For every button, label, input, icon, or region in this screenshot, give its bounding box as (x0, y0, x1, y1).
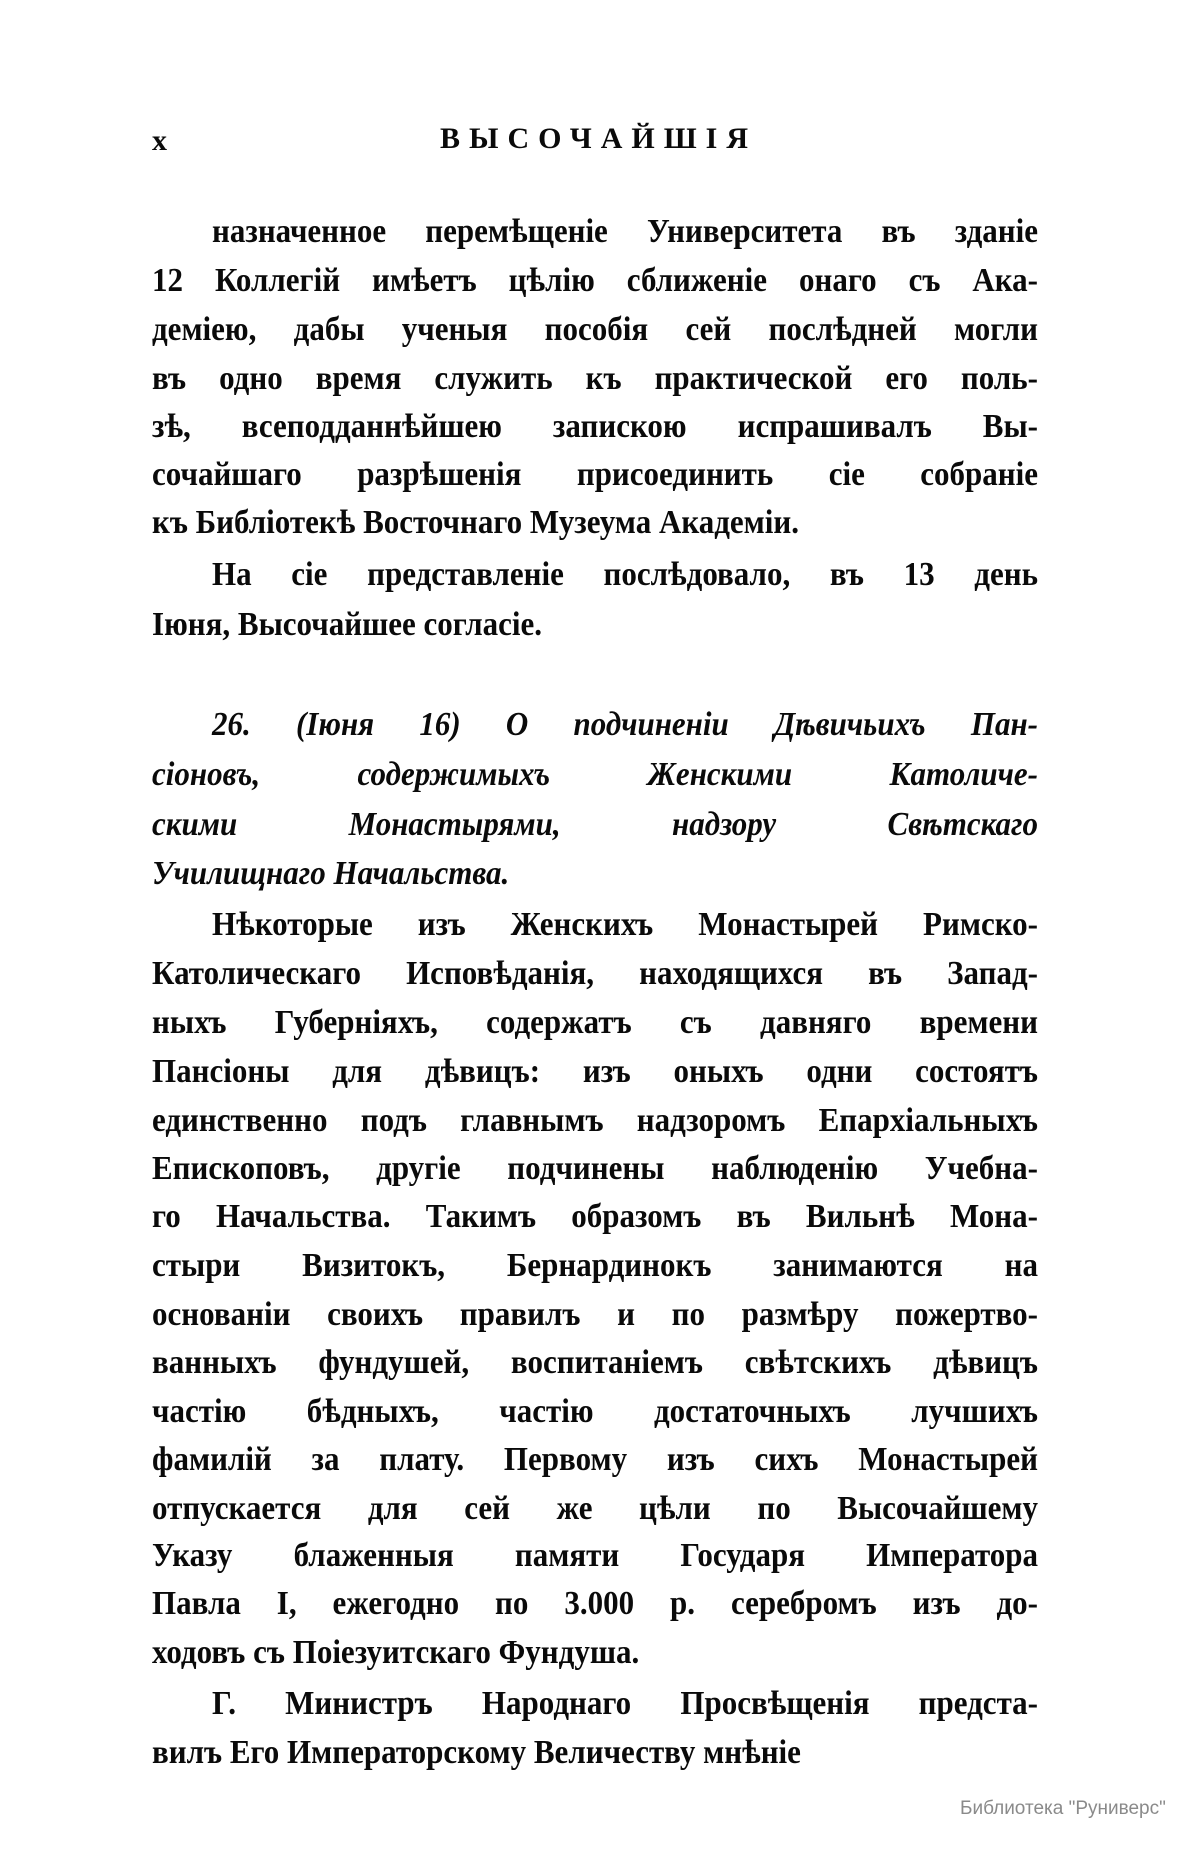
text-line: фамилій за плату. Первому изъ сихъ Монастырей (152, 1439, 1038, 1478)
section-heading-line: 26. (Іюня 16) О подчиненіи Дѣвичьихъ Пан- (212, 704, 1038, 743)
text-line: стыри Визитокъ, Бернардинокъ занимаются на (152, 1245, 1038, 1284)
text-line: На сіе представленіе послѣдовало, въ 13 день (212, 554, 1038, 593)
running-head: ВЫСОЧАЙШІЯ (440, 122, 758, 155)
text-line: Іюня, Высочайшее согласіе. (152, 604, 543, 643)
text-line: назначенное перемѣщеніе Университета въ зданіе (212, 211, 1038, 250)
text-line: Г. Министръ Народнаго Просвѣщенія предста- (212, 1683, 1038, 1722)
text-line: ныхъ Губерніяхъ, содержатъ съ давняго времени (152, 1002, 1038, 1041)
text-line: Павла I, ежегодно по 3.000 р. серебромъ изъ до- (152, 1583, 1038, 1622)
section-heading-line: скими Монастырями, надзору Свѣтскаго (152, 804, 1038, 843)
library-watermark: Библиотека "Руниверс" (960, 1798, 1166, 1819)
text-line: Нѣкоторые изъ Женскихъ Монастырей Римско- (212, 904, 1038, 943)
text-line: го Начальства. Такимъ образомъ въ Вильнѣ Мона- (152, 1196, 1038, 1235)
text-line: ходовъ съ Поіезуитскаго Фундуша. (152, 1632, 640, 1671)
text-line: ванныхъ фундушей, воспитаніемъ свѣтскихъ дѣвицъ (152, 1342, 1038, 1381)
text-line: единственно подъ главнымъ надзоромъ Епархіальныхъ (152, 1100, 1038, 1139)
text-line: Указу блаженныя памяти Государя Императора (152, 1535, 1038, 1574)
text-line: зѣ, всеподданнѣйшею запискою испрашивалъ Вы- (152, 406, 1038, 445)
text-line: частію бѣдныхъ, частію достаточныхъ лучшихъ (152, 1391, 1038, 1430)
section-heading-line: Училищнаго Начальства. (152, 853, 510, 892)
text-line: отпускается для сей же цѣли по Высочайшему (152, 1488, 1038, 1527)
text-line: сочайшаго разрѣшенія присоединить сіе собраніе (152, 454, 1038, 493)
text-line: 12 Коллегій имѣетъ цѣлію сближеніе онаго съ Ака- (152, 260, 1038, 299)
text-line: деміею, дабы ученыя пособія сей послѣдней могли (152, 309, 1038, 348)
text-line: Католическаго Исповѣданія, находящихся въ Запад- (152, 953, 1038, 992)
section-heading-line: сіоновъ, содержимыхъ Женскими Католиче- (152, 754, 1038, 793)
text-line: Пансіоны для дѣвицъ: изъ оныхъ одни состоятъ (152, 1051, 1038, 1090)
text-line: основаніи своихъ правилъ и по размѣру пожертво- (152, 1294, 1038, 1333)
page-number: x (152, 124, 167, 157)
text-line: Епископовъ, другіе подчинены наблюденію Учебна- (152, 1148, 1038, 1187)
text-line: въ одно время служить къ практической его поль- (152, 358, 1038, 397)
text-line: къ Библіотекѣ Восточнаго Музеума Академіи. (152, 502, 800, 541)
text-line: вилъ Его Императорскому Величеству мнѣніе (152, 1732, 801, 1771)
